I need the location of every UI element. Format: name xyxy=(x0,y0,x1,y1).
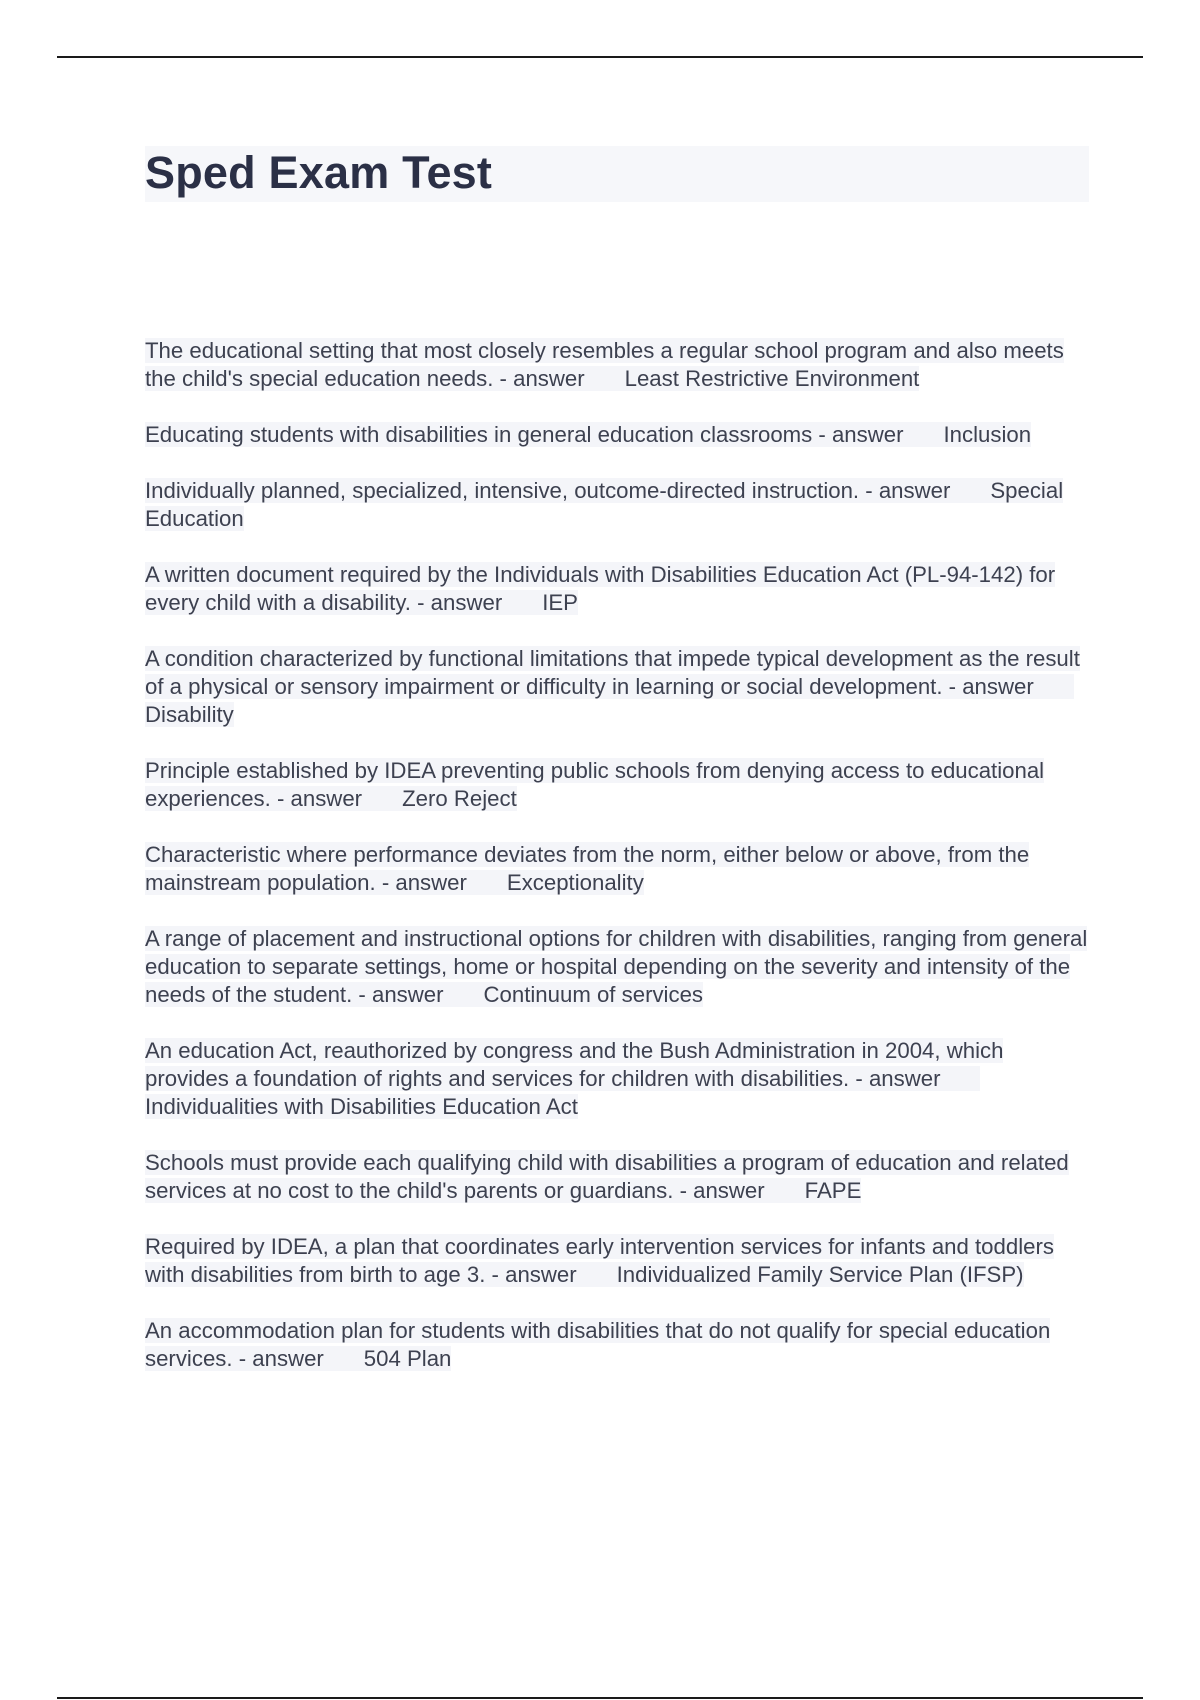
qa-highlight xyxy=(145,1038,1003,1119)
qa-item xyxy=(145,841,1090,897)
qa-answer: Zero Reject xyxy=(402,786,517,811)
qa-question: A written document required by the Individuals with Disabilities Education Act (PL-94-142) for every child with a disability. xyxy=(145,562,1056,615)
qa-highlight xyxy=(145,758,1044,811)
qa-answer: Disability xyxy=(145,702,234,727)
qa-answer: Continuum of services xyxy=(483,982,704,1007)
qa-list xyxy=(145,337,1090,1401)
qa-question: Required by IDEA, a plan that coordinates early intervention services for infants and toddlers with disabilities from birth to age 3. xyxy=(145,1234,1054,1287)
qa-question: A range of placement and instructional options for children with disabilities, ranging from general education to separate settings, home or hospital depending on the severity and intensity of the needs of the student. xyxy=(145,926,1088,1007)
qa-highlight xyxy=(145,1318,1050,1371)
qa-answer: Individualized Family Service Plan (IFSP) xyxy=(616,1262,1024,1287)
qa-highlight xyxy=(145,562,1055,615)
qa-separator: - answer xyxy=(679,1178,765,1203)
qa-item xyxy=(145,1149,1090,1205)
qa-highlight xyxy=(145,646,1080,727)
qa-separator: - answer xyxy=(276,786,363,811)
qa-answer: Exceptionality xyxy=(506,870,644,895)
qa-highlight xyxy=(145,422,1031,447)
qa-highlight xyxy=(145,926,1087,1007)
qa-question: An accommodation plan for students with disabilities that do not qualify for special education services. xyxy=(145,1318,1051,1371)
qa-separator: - answer xyxy=(381,870,467,895)
qa-separator: - answer xyxy=(238,1346,324,1371)
header-rule xyxy=(57,56,1143,58)
qa-question: Individually planned, specialized, intensive, outcome-directed instruction. xyxy=(145,478,860,503)
qa-item xyxy=(145,421,1090,449)
qa-question: Schools must provide each qualifying child with disabilities a program of education and related services at no cost to the child's parents or guardians. xyxy=(145,1150,1069,1203)
qa-answer: Least Restrictive Environment xyxy=(624,366,920,391)
qa-separator: - answer xyxy=(358,982,444,1007)
qa-separator: - answer xyxy=(948,674,1034,699)
qa-separator: - answer xyxy=(855,1066,941,1091)
qa-highlight xyxy=(145,842,1029,895)
qa-item xyxy=(145,645,1090,729)
qa-highlight xyxy=(145,1234,1054,1287)
qa-answer: Individualities with Disabilities Education Act xyxy=(145,1094,578,1119)
qa-separator: - answer xyxy=(499,366,585,391)
qa-question: Characteristic where performance deviates from the norm, either below or above, from the mainstream population. xyxy=(145,842,1030,895)
qa-answer: FAPE xyxy=(804,1178,862,1203)
qa-item xyxy=(145,757,1090,813)
qa-question: The educational setting that most closely resembles a regular school program and also meets the child's special education needs. xyxy=(145,338,1064,391)
qa-question: A condition characterized by functional limitations that impede typical development as the result of a physical or sensory impairment or difficulty in learning or social development. xyxy=(145,646,1080,699)
qa-question: An education Act, reauthorized by congress and the Bush Administration in 2004, which provides a foundation of rights and services for children with disabilities. xyxy=(145,1038,1004,1091)
page-title: Sped Exam Test xyxy=(145,147,493,198)
qa-highlight xyxy=(145,338,1064,391)
qa-item xyxy=(145,337,1090,393)
qa-question: Principle established by IDEA preventing public schools from denying access to educational experiences. xyxy=(145,758,1045,811)
qa-highlight xyxy=(145,1150,1069,1203)
qa-separator: - answer xyxy=(491,1262,577,1287)
qa-answer: Special Education xyxy=(145,478,1064,531)
qa-item xyxy=(145,1037,1090,1121)
qa-highlight xyxy=(145,478,1063,531)
qa-item xyxy=(145,1233,1090,1289)
qa-separator: - answer xyxy=(417,590,503,615)
qa-answer: 504 Plan xyxy=(363,1346,452,1371)
qa-item xyxy=(145,477,1090,533)
qa-separator: - answer xyxy=(865,478,951,503)
qa-separator: - answer xyxy=(818,422,904,447)
qa-answer: IEP xyxy=(542,590,578,615)
qa-answer: Inclusion xyxy=(943,422,1032,447)
qa-item xyxy=(145,925,1090,1009)
qa-item xyxy=(145,561,1090,617)
footer-rule xyxy=(57,1697,1143,1699)
qa-item xyxy=(145,1317,1090,1373)
qa-question: Educating students with disabilities in general education classrooms xyxy=(145,422,813,447)
